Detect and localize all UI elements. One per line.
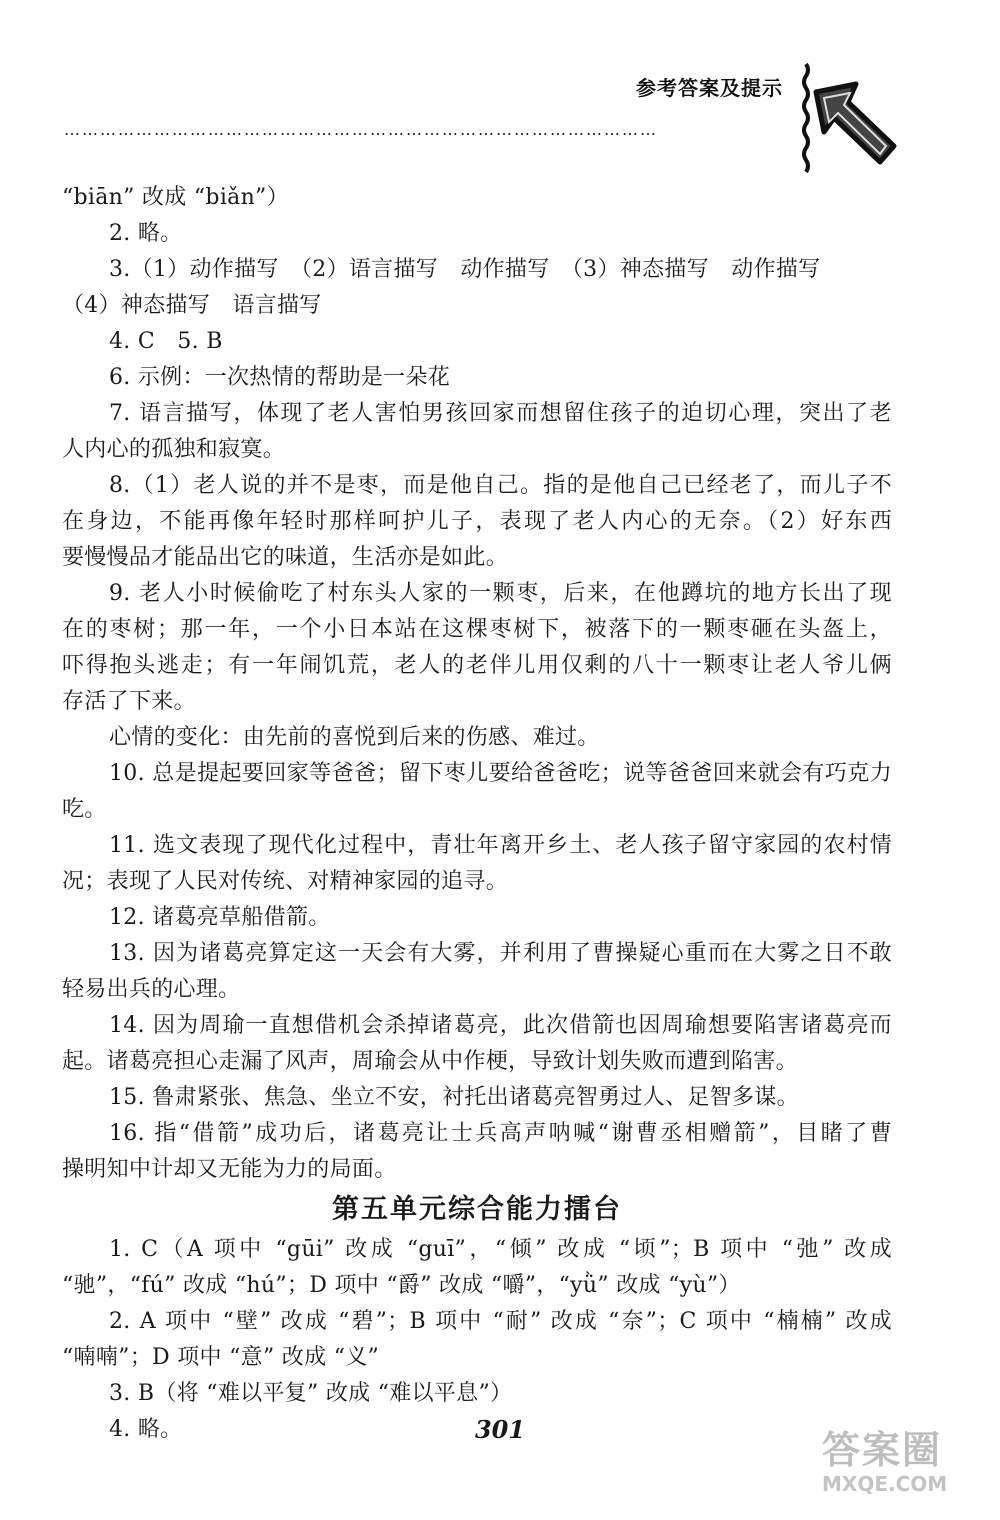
text-line: 4. 略。 (109, 1417, 183, 1442)
text-line: 2. A 项中 “壁” 改成 “碧”；B 项中 “耐” 改成 “奈”；C 项中 “楠楠” 改成 (109, 1309, 892, 1334)
text-line: “biān” 改成 “biǎn”） (62, 185, 289, 210)
text-line: 10. 总是提起要回家等爸爸；留下枣儿要给爸爸吃；说等爸爸回来就会有巧克力 (109, 761, 892, 786)
text-line: 14. 因为周瑜一直想借机会杀掉诸葛亮，此次借箭也因周瑜想要陷害诸葛亮而 (109, 1013, 892, 1038)
text-line: 1. C（A 项中 “gūi” 改成 “guī”，“倾” 改成 “顷”；B 项中 “弛” 改成 (109, 1237, 892, 1262)
text-line: 心情的变化：由先前的喜悦到后来的伤感、难过。 (109, 725, 600, 750)
answer-text-body (62, 180, 892, 1448)
text-line: 13. 因为诸葛亮算定这一天会有大雾，并利用了曹操疑心重而在大雾之日不敢 (109, 941, 892, 966)
text-line: 要慢慢品才能品出它的味道，生活亦是如此。 (62, 545, 509, 570)
section-title: 第五单元综合能力擂台 (332, 1194, 622, 1225)
watermark-logo-text: 答案圈 (822, 1428, 943, 1472)
watermark-logo (822, 1428, 994, 1516)
text-line: 16. 指“借箭”成功后，诸葛亮让士兵高声呐喊“谢曹丞相赠箭”，目睹了曹 (109, 1121, 892, 1146)
text-line: 吃。 (62, 797, 107, 822)
text-line: 11. 选文表现了现代化过程中，青壮年离开乡土、老人孩子留守家园的农村情 (109, 833, 892, 858)
text-line: 7. 语言描写，体现了老人害怕男孩回家而想留住孩子的迫切心理，突出了老 (109, 401, 892, 426)
text-line: 9. 老人小时候偷吃了村东头人家的一颗枣，后来，在他蹲坑的地方长出了现 (109, 581, 892, 606)
text-line: 15. 鲁肃紧张、焦急、坐立不安，衬托出诸葛亮智勇过人、足智多谋。 (109, 1085, 799, 1110)
text-line: 存活了下来。 (62, 689, 196, 714)
text-line: 3.（1）动作描写 （2）语言描写 动作描写 （3）神态描写 动作描写 (109, 257, 821, 282)
page-number: 301 (474, 1415, 526, 1444)
text-line: （4）神态描写 语言描写 (62, 293, 322, 318)
text-line: 轻易出兵的心理。 (62, 977, 241, 1002)
text-line: 起。诸葛亮担心走漏了风声，周瑜会从中作梗，导致计划失败而遭到陷害。 (62, 1049, 798, 1074)
watermark-url: MXQE.COM (822, 1472, 948, 1496)
text-line: 4. C 5. B (109, 329, 223, 354)
page-header-title: 参考答案及提示 (636, 76, 783, 100)
text-line: 3. B（将 “难以平复” 改成 “难以平息”） (109, 1381, 513, 1406)
text-line: 8.（1）老人说的并不是枣，而是他自己。指的是他自己已经老了，而儿子不 (109, 473, 892, 498)
text-line: 2. 略。 (109, 221, 183, 246)
text-line: 在身边，不能再像年轻时那样呵护儿子，表现了老人内心的无奈。（2）好东西 (62, 509, 892, 534)
text-line: 12. 诸葛亮草船借箭。 (109, 905, 331, 930)
text-line: “喃喃”；D 项中 “意” 改成 “义” (62, 1345, 380, 1370)
text-line: 吓得抱头逃走；有一年闹饥荒，老人的老伴儿用仅剩的八十一颗枣让老人爷儿俩 (62, 653, 892, 678)
text-line: “驰”，“fú” 改成 “hú”；D 项中 “爵” 改成 “嚼”，“yǜ” 改成 “yù”） (62, 1273, 741, 1298)
arrow-up-left-icon (794, 62, 904, 182)
text-line: 6. 示例：一次热情的帮助是一朵花 (109, 365, 451, 390)
text-line: 操明知中计却又无能为力的局面。 (62, 1157, 397, 1182)
text-line: 况；表现了人民对传统、对精神家园的追寻。 (62, 869, 509, 894)
header-dotted-rule: ……………………………………………………………………………………… (64, 120, 658, 139)
text-line: 在的枣树；那一年，一个小日本站在这棵枣树下，被落下的一颗枣砸在头盔上， (62, 617, 892, 642)
text-line: 人内心的孤独和寂寞。 (62, 437, 286, 462)
